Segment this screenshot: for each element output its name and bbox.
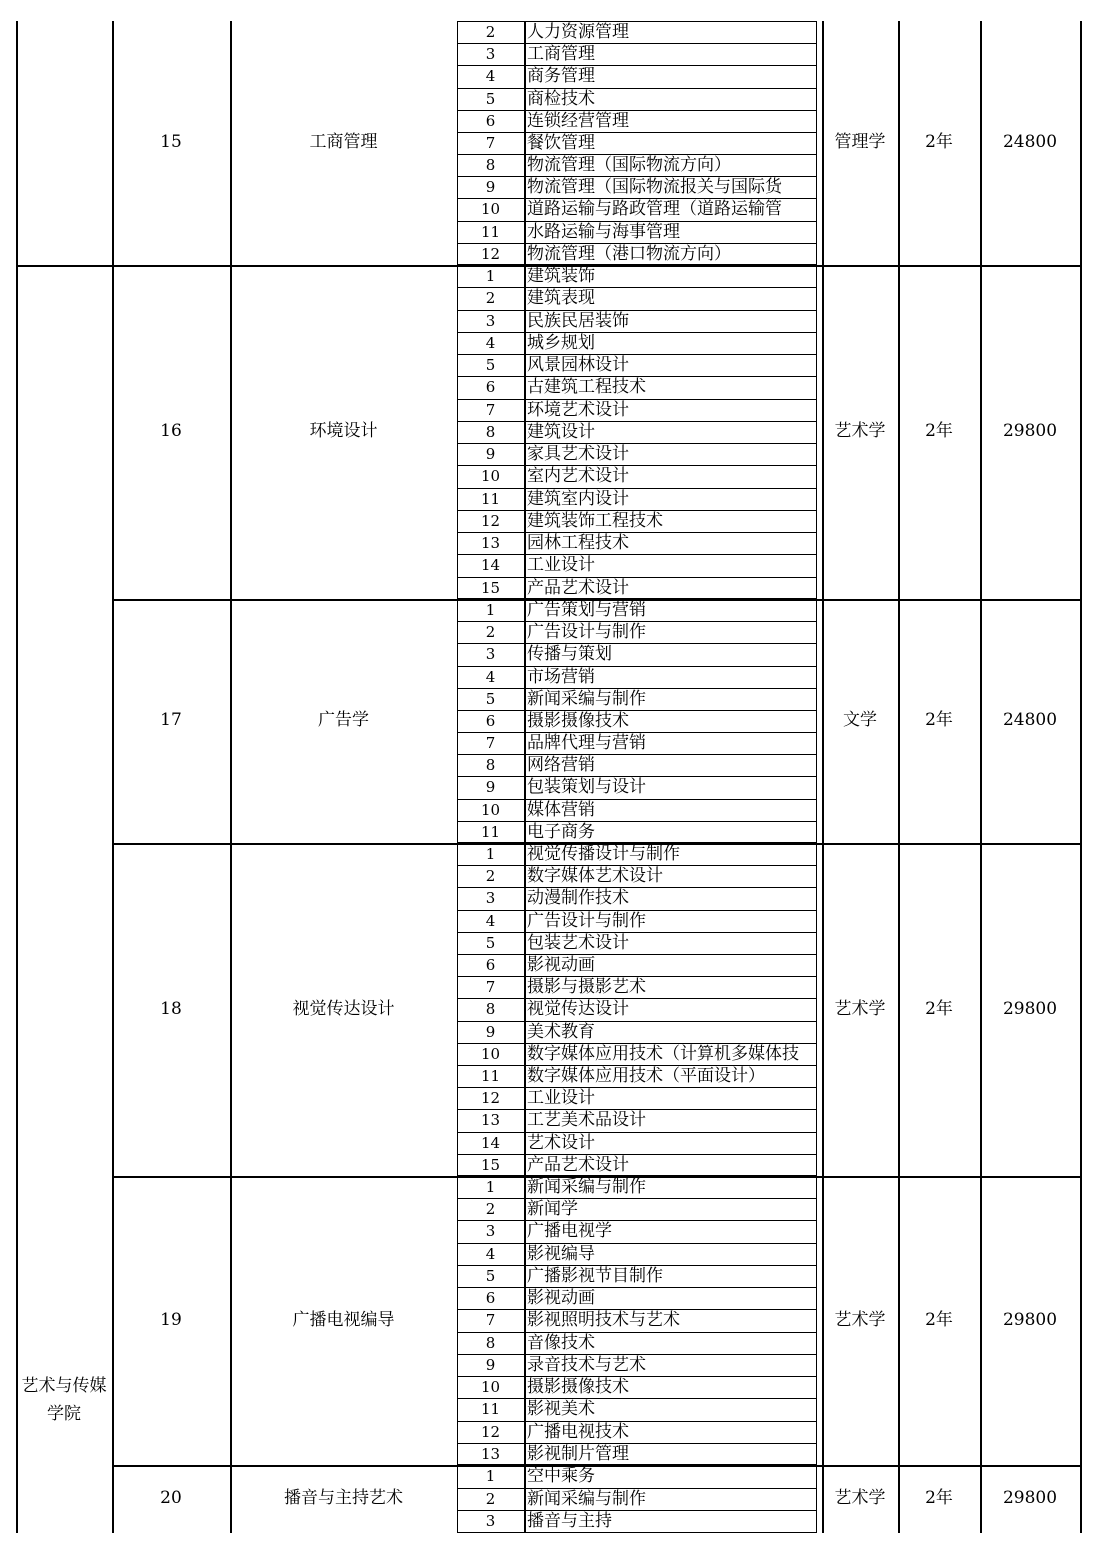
direction-row [457, 1488, 817, 1511]
direction-name: 新闻采编与制作 [527, 688, 646, 709]
direction-name: 美术教育 [527, 1021, 595, 1042]
direction-number: 4 [485, 667, 496, 686]
direction-row [457, 265, 817, 287]
direction-name: 包装策划与设计 [527, 777, 646, 798]
direction-row [457, 865, 817, 887]
program-number: 19 [160, 1309, 182, 1330]
discipline: 艺术学 [834, 421, 886, 442]
duration: 2年 [925, 710, 953, 731]
direction-row [457, 910, 817, 932]
direction-number: 5 [485, 356, 496, 375]
direction-name: 影视编导 [527, 1243, 595, 1264]
direction-name: 数字媒体应用技术（平面设计） [527, 1066, 765, 1086]
duration: 2年 [925, 1488, 953, 1509]
direction-number: 5 [485, 1266, 496, 1285]
direction-number: 1 [485, 601, 496, 619]
major-name: 播音与主持艺术 [284, 1488, 403, 1509]
direction-number: 2 [485, 1489, 496, 1508]
direction-name: 古建筑工程技术 [527, 377, 646, 398]
direction-name: 环境艺术设计 [527, 399, 629, 420]
direction-number: 7 [485, 978, 496, 997]
direction-name: 品牌代理与营销 [527, 733, 646, 754]
direction-name: 录音技术与艺术 [527, 1354, 646, 1375]
major-name: 广播电视编导 [292, 1309, 395, 1330]
direction-number: 1 [485, 1467, 496, 1485]
direction-name: 音像技术 [527, 1332, 595, 1353]
direction-row [457, 998, 817, 1020]
major-name: 视觉传达设计 [292, 998, 395, 1019]
discipline: 艺术学 [834, 998, 886, 1019]
direction-row [457, 954, 817, 976]
direction-name: 影视动画 [527, 1288, 595, 1309]
direction-number: 11 [480, 222, 501, 241]
direction-name: 媒体营销 [527, 799, 595, 820]
direction-number: 8 [485, 156, 496, 175]
direction-name: 餐饮管理 [527, 132, 595, 153]
direction-number: 5 [485, 89, 496, 108]
direction-number: 12 [480, 244, 501, 263]
direction-row [457, 666, 817, 688]
direction-row [457, 1398, 817, 1420]
direction-name: 建筑表现 [527, 288, 595, 309]
direction-row [457, 1176, 817, 1198]
direction-number: 7 [485, 734, 496, 753]
direction-number: 5 [485, 933, 496, 952]
direction-row [457, 465, 817, 487]
discipline: 文学 [843, 710, 877, 731]
tuition-fee: 24800 [1002, 710, 1058, 731]
direction-name: 摄影与摄影艺术 [527, 977, 646, 998]
direction-row [457, 1243, 817, 1265]
direction-number: 10 [480, 467, 501, 486]
direction-row [457, 88, 817, 110]
direction-row [457, 1043, 817, 1065]
direction-row [457, 65, 817, 87]
direction-number: 4 [485, 911, 496, 930]
major-name: 广告学 [318, 710, 369, 731]
direction-name: 家具艺术设计 [527, 444, 629, 465]
direction-number: 3 [485, 1222, 496, 1241]
direction-number: 1 [485, 845, 496, 863]
direction-row [457, 510, 817, 532]
direction-number: 14 [480, 1133, 501, 1152]
program-number: 17 [160, 710, 182, 731]
direction-name: 摄影摄像技术 [527, 1377, 629, 1398]
direction-number: 1 [485, 1178, 496, 1196]
direction-name: 摄影摄像技术 [527, 710, 629, 731]
direction-row [457, 1154, 817, 1176]
direction-row [457, 110, 817, 132]
direction-number: 3 [485, 45, 496, 64]
direction-row [457, 577, 817, 599]
direction-name: 连锁经营管理 [527, 110, 629, 131]
direction-row [457, 243, 817, 265]
direction-number: 10 [480, 200, 501, 219]
direction-row [457, 1265, 817, 1287]
direction-name: 新闻学 [527, 1199, 578, 1220]
direction-number: 14 [480, 556, 501, 575]
direction-row [457, 310, 817, 332]
direction-name: 建筑装饰工程技术 [527, 510, 663, 531]
direction-name: 工艺美术品设计 [527, 1110, 646, 1131]
direction-row [457, 1510, 817, 1533]
direction-row [457, 1354, 817, 1376]
major-name: 环境设计 [309, 421, 378, 442]
direction-name: 影视动画 [527, 955, 595, 975]
direction-row [457, 198, 817, 220]
direction-number: 10 [480, 1378, 501, 1397]
direction-name: 广告设计与制作 [527, 622, 646, 643]
direction-row [457, 287, 817, 309]
program-number: 15 [160, 132, 182, 153]
direction-number: 6 [485, 956, 496, 974]
direction-number: 9 [485, 778, 496, 797]
direction-number: 2 [485, 289, 496, 308]
direction-row [457, 443, 817, 465]
direction-number: 3 [485, 645, 496, 664]
direction-name: 数字媒体艺术设计 [527, 866, 663, 887]
direction-number: 11 [480, 1400, 501, 1419]
direction-row [457, 376, 817, 398]
direction-number: 15 [480, 578, 501, 597]
direction-row [457, 643, 817, 665]
direction-number: 1 [485, 267, 496, 285]
direction-name: 传播与策划 [527, 644, 612, 665]
direction-number: 13 [480, 534, 501, 553]
direction-name: 影视美术 [527, 1399, 595, 1420]
direction-name: 广告策划与营销 [527, 600, 646, 620]
direction-row [457, 21, 817, 43]
direction-number: 6 [485, 378, 496, 397]
direction-name: 建筑设计 [527, 421, 595, 442]
direction-number: 9 [485, 445, 496, 464]
direction-number: 7 [485, 400, 496, 419]
direction-name: 道路运输与路政管理（道路运输管 [527, 199, 782, 220]
duration: 2年 [925, 998, 953, 1019]
direction-name: 影视制片管理 [527, 1443, 629, 1464]
direction-name: 物流管理（港口物流方向） [527, 243, 731, 264]
direction-row [457, 754, 817, 776]
direction-number: 3 [485, 889, 496, 908]
direction-name: 网络营销 [527, 755, 595, 776]
direction-row [457, 332, 817, 354]
program-number: 20 [160, 1488, 182, 1509]
direction-number: 8 [485, 1000, 496, 1019]
direction-name: 商检技术 [527, 88, 595, 109]
direction-number: 3 [485, 311, 496, 330]
direction-row [457, 1465, 817, 1488]
direction-number: 11 [480, 822, 501, 841]
direction-name: 广播影视节目制作 [527, 1265, 663, 1286]
direction-row [457, 821, 817, 843]
major-name: 工商管理 [309, 132, 378, 153]
tuition-fee: 24800 [1002, 132, 1058, 153]
direction-name: 建筑室内设计 [527, 488, 629, 509]
direction-number: 12 [480, 1422, 501, 1441]
direction-number: 8 [485, 756, 496, 775]
direction-row [457, 976, 817, 998]
direction-name: 民族民居装饰 [527, 310, 629, 331]
direction-name: 播音与主持 [527, 1511, 612, 1532]
direction-row [457, 1421, 817, 1443]
college-name: 艺术与传媒学院 [21, 1376, 107, 1424]
direction-number: 13 [480, 1111, 501, 1130]
direction-row [457, 1132, 817, 1154]
direction-number: 2 [485, 23, 496, 41]
direction-name: 视觉传达设计 [527, 999, 629, 1020]
duration: 2年 [925, 132, 953, 153]
direction-number: 7 [485, 1311, 496, 1330]
direction-name: 广告设计与制作 [527, 910, 646, 931]
tuition-fee: 29800 [1002, 421, 1058, 442]
duration: 2年 [925, 421, 953, 442]
tuition-fee: 29800 [1002, 1488, 1058, 1509]
direction-name: 产品艺术设计 [527, 1154, 629, 1175]
direction-row [457, 1087, 817, 1109]
direction-row [457, 732, 817, 754]
direction-row [457, 710, 817, 732]
tuition-fee: 29800 [1002, 1309, 1058, 1330]
direction-name: 产品艺术设计 [527, 577, 629, 598]
discipline: 艺术学 [834, 1309, 886, 1330]
direction-row [457, 621, 817, 643]
direction-row [457, 776, 817, 798]
direction-name: 新闻采编与制作 [527, 1488, 646, 1509]
program-number: 18 [160, 998, 182, 1019]
direction-row [457, 1198, 817, 1220]
direction-row [457, 488, 817, 510]
direction-name: 广播电视技术 [527, 1421, 629, 1442]
direction-row [457, 1443, 817, 1465]
direction-name: 室内艺术设计 [527, 466, 629, 487]
table-vertical-line [1080, 21, 1082, 1533]
direction-name: 工商管理 [527, 44, 595, 65]
direction-name: 数字媒体应用技术（计算机多媒体技 [527, 1043, 799, 1064]
duration: 2年 [925, 1309, 953, 1330]
direction-name: 水路运输与海事管理 [527, 221, 680, 242]
direction-number: 15 [480, 1155, 501, 1174]
direction-name: 包装艺术设计 [527, 932, 629, 953]
direction-row [457, 154, 817, 176]
direction-row [457, 1376, 817, 1398]
direction-number: 12 [480, 1089, 501, 1108]
direction-row [457, 843, 817, 865]
direction-name: 视觉传播设计与制作 [527, 844, 680, 864]
direction-number: 5 [485, 689, 496, 708]
direction-row [457, 221, 817, 243]
direction-name: 广播电视学 [527, 1221, 612, 1242]
direction-number: 4 [485, 67, 496, 86]
direction-name: 市场营销 [527, 666, 595, 687]
direction-row [457, 132, 817, 154]
direction-row [457, 887, 817, 909]
direction-row [457, 176, 817, 198]
direction-name: 风景园林设计 [527, 355, 629, 376]
direction-number: 9 [485, 178, 496, 197]
direction-row [457, 1309, 817, 1331]
direction-row [457, 43, 817, 65]
direction-name: 影视照明技术与艺术 [527, 1310, 680, 1331]
direction-row [457, 799, 817, 821]
table-vertical-line [16, 21, 18, 1533]
tuition-fee: 29800 [1002, 998, 1058, 1019]
direction-row [457, 1332, 817, 1354]
direction-number: 7 [485, 133, 496, 152]
direction-name: 人力资源管理 [527, 22, 629, 42]
direction-row [457, 1065, 817, 1087]
direction-number: 11 [480, 1067, 501, 1085]
discipline: 艺术学 [834, 1488, 886, 1509]
direction-row [457, 1287, 817, 1309]
direction-name: 工业设计 [527, 1088, 595, 1109]
direction-name: 工业设计 [527, 555, 595, 576]
direction-name: 动漫制作技术 [527, 888, 629, 909]
direction-number: 4 [485, 1244, 496, 1263]
direction-name: 新闻采编与制作 [527, 1177, 646, 1197]
direction-number: 3 [485, 1512, 496, 1531]
direction-number: 6 [485, 1289, 496, 1308]
direction-name: 商务管理 [527, 66, 595, 87]
direction-name: 建筑装饰 [527, 266, 595, 286]
direction-name: 电子商务 [527, 821, 595, 842]
direction-name: 空中乘务 [527, 1466, 595, 1486]
direction-row [457, 554, 817, 576]
direction-name: 园林工程技术 [527, 533, 629, 554]
direction-row [457, 532, 817, 554]
direction-name: 艺术设计 [527, 1132, 595, 1153]
direction-row [457, 421, 817, 443]
discipline: 管理学 [834, 132, 886, 153]
direction-row [457, 354, 817, 376]
direction-number: 13 [480, 1444, 501, 1463]
direction-number: 10 [480, 800, 501, 819]
direction-row [457, 399, 817, 421]
program-number: 16 [160, 421, 182, 442]
direction-number: 12 [480, 511, 501, 530]
direction-number: 9 [485, 1022, 496, 1041]
direction-number: 6 [485, 711, 496, 730]
direction-row [457, 599, 817, 621]
direction-number: 2 [485, 867, 496, 886]
direction-number: 10 [480, 1044, 501, 1063]
direction-number: 4 [485, 333, 496, 352]
direction-number: 11 [480, 489, 501, 508]
direction-number: 6 [485, 111, 496, 130]
direction-number: 8 [485, 422, 496, 441]
direction-name: 物流管理（国际物流方向） [527, 155, 731, 176]
direction-name: 城乡规划 [527, 332, 595, 353]
direction-number: 8 [485, 1333, 496, 1352]
direction-row [457, 1021, 817, 1043]
direction-number: 2 [485, 1200, 496, 1219]
direction-row [457, 1220, 817, 1242]
direction-row [457, 932, 817, 954]
direction-number: 2 [485, 623, 496, 642]
direction-row [457, 1109, 817, 1131]
direction-number: 9 [485, 1355, 496, 1374]
direction-name: 物流管理（国际物流报关与国际货 [527, 177, 782, 198]
direction-row [457, 688, 817, 710]
